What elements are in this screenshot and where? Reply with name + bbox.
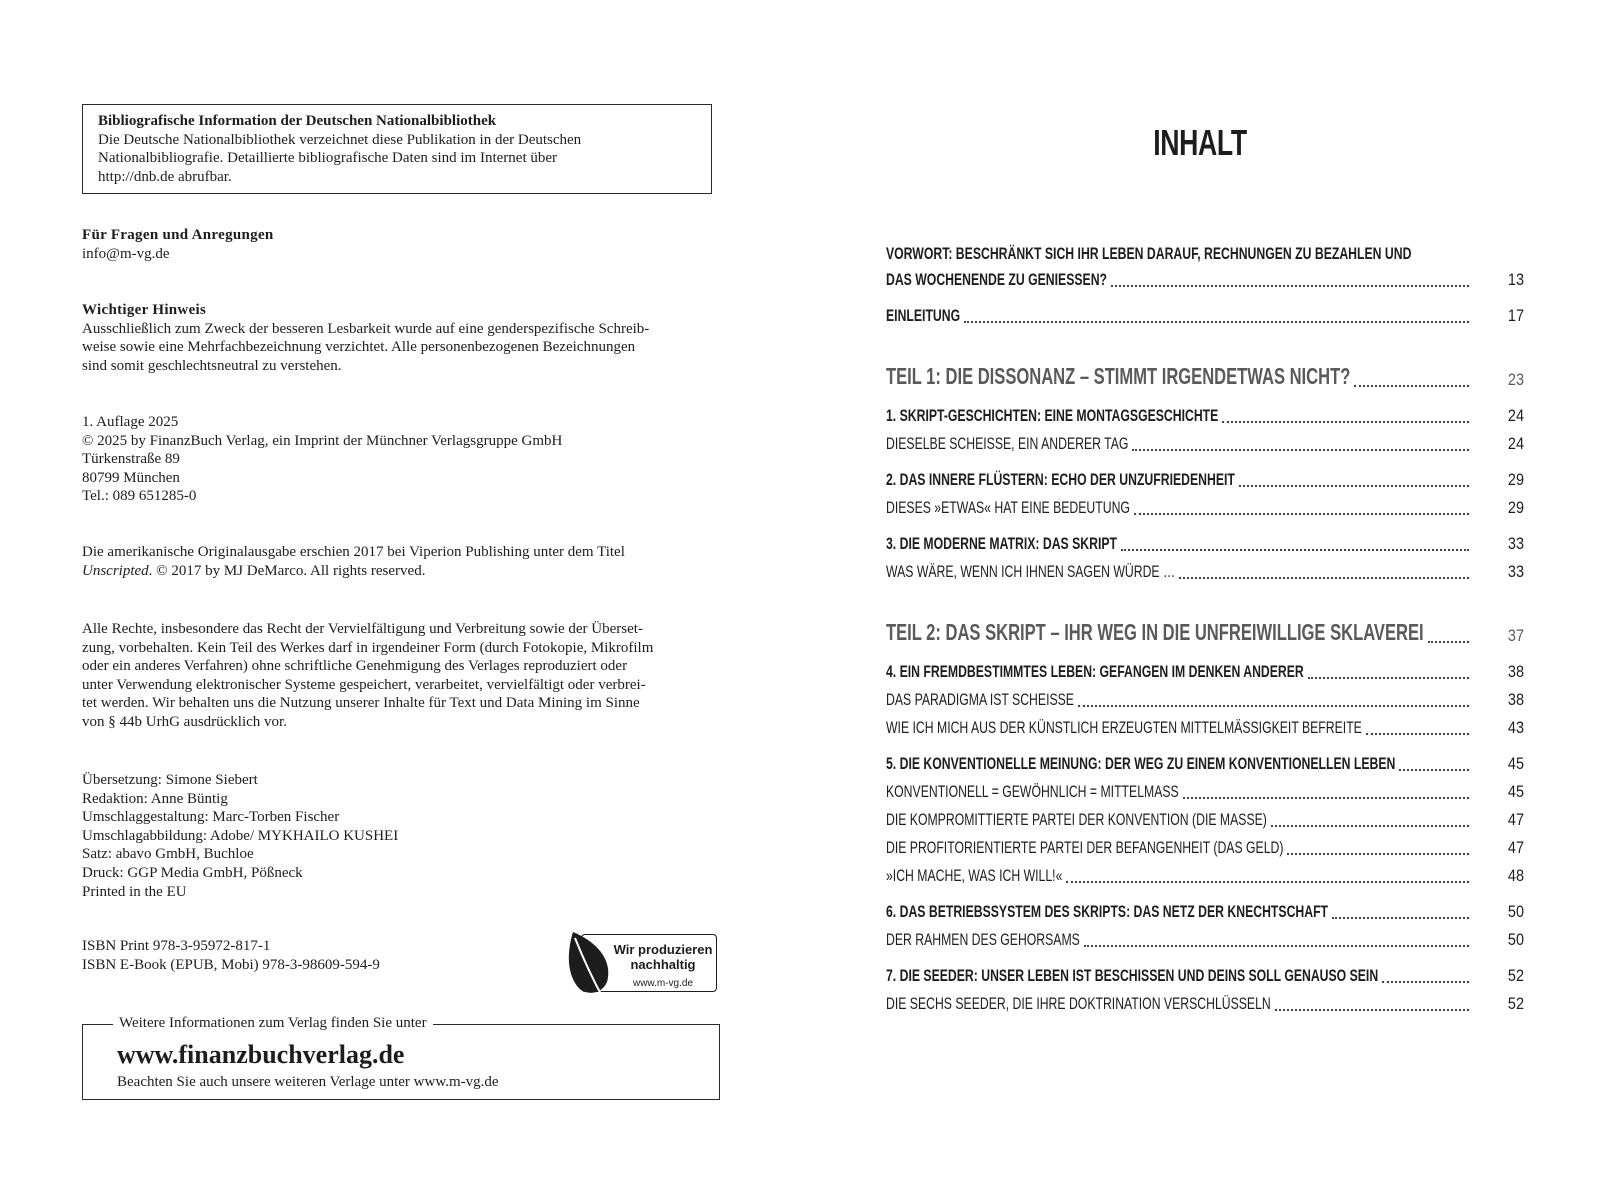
toc-leader-dots <box>1179 577 1469 579</box>
toc-entry[interactable] <box>886 900 1524 924</box>
toc-entry[interactable] <box>886 716 1524 740</box>
notice-line: weise sowie eine Mehrfachbezeichnung verzichtet. Alle personenbezogenen Bezeichnungen <box>82 339 636 356</box>
toc-entry-title: 6. DAS BETRIEBSSYSTEM DES SKRIPTS: DAS NETZ DER KNECHTSCHAFT <box>886 902 1329 921</box>
toc-page-number: 24 <box>1507 406 1524 425</box>
toc-entry[interactable] <box>886 928 1524 952</box>
notice-line: Ausschließlich zum Zweck der besseren Lesbarkeit wurde auf eine genderspezifische Schreib- <box>82 320 650 337</box>
toc-entry-title: »ICH MACHE, WAS ICH WILL!« <box>886 866 1063 885</box>
toc-entry[interactable] <box>886 432 1524 456</box>
toc-entry[interactable] <box>886 496 1524 520</box>
bibliographic-info-box <box>82 104 712 194</box>
toc-page-number: 52 <box>1507 966 1524 985</box>
bibliographic-line: http://dnb.de abrufbar. <box>98 168 232 185</box>
toc-leader-dots <box>1399 769 1469 771</box>
toc-entry[interactable] <box>886 363 1524 392</box>
leaf-icon <box>567 930 615 1000</box>
questions-heading: Für Fragen und Anregungen <box>82 227 274 243</box>
toc-entry-title: 5. DIE KONVENTIONELLE MEINUNG: DER WEG ZU EINEM KONVENTIONELLEN LEBEN <box>886 754 1396 773</box>
toc-page-number: 38 <box>1507 690 1524 709</box>
toc-leader-dots <box>1287 853 1469 855</box>
toc-entry-title: 4. EIN FREMDBESTIMMTES LEBEN: GEFANGEN IM DENKEN ANDERER <box>886 662 1304 681</box>
toc-leader-dots <box>1084 945 1469 947</box>
toc-page-number: 45 <box>1507 782 1524 801</box>
toc-entry[interactable] <box>886 808 1524 832</box>
credit-line: Übersetzung: Simone Siebert <box>82 772 258 788</box>
toc-entry[interactable] <box>886 560 1524 584</box>
toc-page-number: 23 <box>1507 370 1524 389</box>
edition-line: © 2025 by FinanzBuch Verlag, ein Imprint der Münchner Verlagsgruppe GmbH <box>82 432 563 449</box>
bibliographic-line: Die Deutsche Nationalbibliothek verzeichnet diese Publikation in der Deutschen <box>98 131 582 148</box>
toc-page-number: 38 <box>1507 662 1524 681</box>
toc-leader-dots <box>1183 797 1469 799</box>
credit-line: Umschlagabbildung: Adobe/ MYKHAILO KUSHEI <box>82 827 399 844</box>
toc-leader-dots <box>1121 549 1469 551</box>
toc-leader-dots <box>1271 825 1469 827</box>
rights-line: tet werden. Wir behalten uns die Nutzung unserer Inhalte für Text und Data Mining im Sinne <box>82 695 640 712</box>
isbn-print: ISBN Print 978-3-95972-817-1 <box>82 938 271 954</box>
bibliographic-line: Nationalbibliografie. Detaillierte bibliografische Daten sind im Internet über <box>98 150 558 167</box>
rights-line: zung, vorbehalten. Kein Teil des Werkes darf in irgendeiner Form (durch Fotokopie, Mikrofilm <box>82 639 654 656</box>
toc-entry[interactable] <box>886 964 1524 988</box>
toc-leader-dots <box>964 321 1469 323</box>
original-edition-block <box>82 543 722 580</box>
toc-page-number: 29 <box>1507 498 1524 517</box>
toc-page-number: 47 <box>1507 810 1524 829</box>
toc-entry[interactable] <box>886 992 1524 1016</box>
toc-entry[interactable] <box>886 304 1524 328</box>
toc-page-number: 47 <box>1507 838 1524 857</box>
toc-entry[interactable] <box>886 404 1524 428</box>
toc-page-number: 33 <box>1507 562 1524 581</box>
edition-line: Türkenstraße 89 <box>82 451 180 468</box>
publisher-url[interactable]: www.finanzbuchverlag.de <box>117 1040 405 1069</box>
sustainability-badge <box>567 930 719 992</box>
toc-leader-dots <box>1366 733 1469 735</box>
toc-page-number: 43 <box>1507 718 1524 737</box>
toc-entry[interactable] <box>886 752 1524 776</box>
toc-entry-title: 1. SKRIPT-GESCHICHTEN: EINE MONTAGSGESCHICHTE <box>886 406 1219 425</box>
toc-page-number: 50 <box>1507 902 1524 921</box>
toc-entry[interactable] <box>886 864 1524 888</box>
toc-leader-dots <box>1239 485 1469 487</box>
toc-entry[interactable] <box>886 532 1524 556</box>
toc-leader-dots <box>1354 385 1469 387</box>
toc-page-number: 13 <box>1507 270 1524 289</box>
toc-page-number: 29 <box>1507 470 1524 489</box>
credit-line: Umschlaggestaltung: Marc-Torben Fischer <box>82 809 340 826</box>
toc-entry[interactable] <box>886 268 1524 292</box>
toc-page-number: 33 <box>1507 534 1524 553</box>
rights-line: von § 44b UrhG ausdrücklich vor. <box>82 713 287 730</box>
contents-page <box>800 0 1600 1186</box>
edition-line: Tel.: 089 651285-0 <box>82 488 197 505</box>
toc-entry-title: TEIL 1: DIE DISSONANZ – STIMMT IRGENDETWAS NICHT? <box>886 363 1351 389</box>
questions-block <box>82 226 722 263</box>
toc-entry[interactable] <box>886 660 1524 684</box>
contact-email: info@m-vg.de <box>82 245 170 262</box>
edition-line: 1. Auflage 2025 <box>82 414 179 430</box>
notice-block <box>82 301 722 375</box>
credit-line: Printed in the EU <box>82 883 187 900</box>
rights-line: unter Verwendung elektronischer Systeme gespeichert, verarbeitet, vervielfältigt oder verbrei- <box>82 676 646 693</box>
toc-page-number: 17 <box>1507 306 1524 325</box>
toc-entry[interactable] <box>886 836 1524 860</box>
credit-line: Druck: GGP Media GmbH, Pößneck <box>82 864 303 881</box>
isbn-ebook: ISBN E-Book (EPUB, Mobi) 978-3-98609-594-9 <box>82 956 380 973</box>
badge-url: www.m-vg.de <box>632 978 693 989</box>
toc-entry-title: DIE SECHS SEEDER, DIE IHRE DOKTRINATION VERSCHLÜSSELN <box>886 994 1271 1013</box>
toc-page-number: 52 <box>1507 994 1524 1013</box>
toc-page-number: 45 <box>1507 754 1524 773</box>
toc-leader-dots <box>1275 1009 1469 1011</box>
toc-leader-dots <box>1078 705 1469 707</box>
toc-foreword-line-1: VORWORT: BESCHRÄNKT SICH IHR LEBEN DARAUF, RECHNUNGEN ZU BEZAHLEN UND <box>886 244 1412 263</box>
toc-entry-title: DIE KOMPROMITTIERTE PARTEI DER KONVENTION (DIE MASSE) <box>886 810 1267 829</box>
toc-leader-dots <box>1428 641 1469 643</box>
toc-entry-title: DAS PARADIGMA IST SCHEISSE <box>886 690 1074 709</box>
toc-leader-dots <box>1382 981 1469 983</box>
toc-leader-dots <box>1134 513 1469 515</box>
rights-line: oder ein anderes Verfahren) ohne schriftliche Genehmigung des Verlages reproduziert oder <box>82 658 628 675</box>
toc-page-number: 24 <box>1507 434 1524 453</box>
toc-entry-title: DIESES »ETWAS« HAT EINE BEDEUTUNG <box>886 498 1130 517</box>
web-box-subline: Beachten Sie auch unsere weiteren Verlage unter www.m-vg.de <box>117 1074 499 1090</box>
credits-block <box>82 771 722 901</box>
rights-line: Alle Rechte, insbesondere das Recht der Vervielfältigung und Verbreitung sowie der Überset- <box>82 621 643 637</box>
toc-entry-title: DIE PROFITORIENTIERTE PARTEI DER BEFANGENHEIT (DAS GELD) <box>886 838 1284 857</box>
toc-leader-dots <box>1308 677 1469 679</box>
rights-block <box>82 620 722 732</box>
web-box-legend: Weitere Informationen zum Verlag finden Sie unter <box>113 1014 433 1033</box>
toc-page-number: 48 <box>1507 866 1524 885</box>
toc-entry-title: 2. DAS INNERE FLÜSTERN: ECHO DER UNZUFRIEDENHEIT <box>886 470 1235 489</box>
badge-line-2: nachhaltig <box>630 957 696 972</box>
bibliographic-title: Bibliografische Information der Deutschen Nationalbibliothek <box>98 113 497 129</box>
toc-entry[interactable] <box>886 468 1524 492</box>
toc-entry-title: KONVENTIONELL = GEWÖHNLICH = MITTELMASS <box>886 782 1179 801</box>
credit-line: Satz: abavo GmbH, Buchloe <box>82 846 254 863</box>
toc-leader-dots <box>1332 917 1469 919</box>
toc-page-number: 37 <box>1507 626 1524 645</box>
toc-entry[interactable] <box>886 619 1524 648</box>
toc-entry-title: WIE ICH MICH AUS DER KÜNSTLICH ERZEUGTEN MITTELMÄSSIGKEIT BEFREITE <box>886 718 1362 737</box>
credit-line: Redaktion: Anne Büntig <box>82 790 228 807</box>
notice-line: sind somit geschlechtsneutral zu verstehen. <box>82 357 342 374</box>
publisher-web-box <box>82 1015 720 1100</box>
toc-entry-title: TEIL 2: DAS SKRIPT – IHR WEG IN DIE UNFREIWILLIGE SKLAVEREI <box>886 619 1424 645</box>
toc-entry-title: DAS WOCHENENDE ZU GENIESSEN? <box>886 270 1108 289</box>
toc-entry-title: DER RAHMEN DES GEHORSAMS <box>886 930 1080 949</box>
toc-leader-dots <box>1132 449 1469 451</box>
original-copyright: . © 2017 by MJ DeMarco. All rights reserved. <box>148 562 426 579</box>
toc-entry[interactable] <box>886 688 1524 712</box>
toc-entry-title: DIESELBE SCHEISSE, EIN ANDERER TAG <box>886 434 1129 453</box>
original-line: Die amerikanische Originalausgabe erschien 2017 bei Viperion Publishing unter dem Titel <box>82 544 625 560</box>
toc-leader-dots <box>1066 881 1469 883</box>
original-line-2 <box>82 562 722 581</box>
notice-heading: Wichtiger Hinweis <box>82 302 207 318</box>
toc-entry-title: WAS WÄRE, WENN ICH IHNEN SAGEN WÜRDE … <box>886 562 1176 581</box>
isbn-block <box>82 937 380 974</box>
toc-title: INHALT <box>1153 122 1247 163</box>
toc-leader-dots <box>1111 285 1469 287</box>
toc-entry-title: 3. DIE MODERNE MATRIX: DAS SKRIPT <box>886 534 1117 553</box>
toc-entry-title: EINLEITUNG <box>886 306 961 325</box>
edition-block <box>82 413 722 506</box>
toc-entry[interactable] <box>886 780 1524 804</box>
toc-page-number: 50 <box>1507 930 1524 949</box>
original-title: Unscripted <box>82 562 149 579</box>
edition-line: 80799 München <box>82 469 180 486</box>
toc-leader-dots <box>1222 421 1469 423</box>
toc-entry-title: 7. DIE SEEDER: UNSER LEBEN IST BESCHISSEN UND DEINS SOLL GENAUSO SEIN <box>886 966 1379 985</box>
badge-line-1: Wir produzieren <box>613 942 713 957</box>
